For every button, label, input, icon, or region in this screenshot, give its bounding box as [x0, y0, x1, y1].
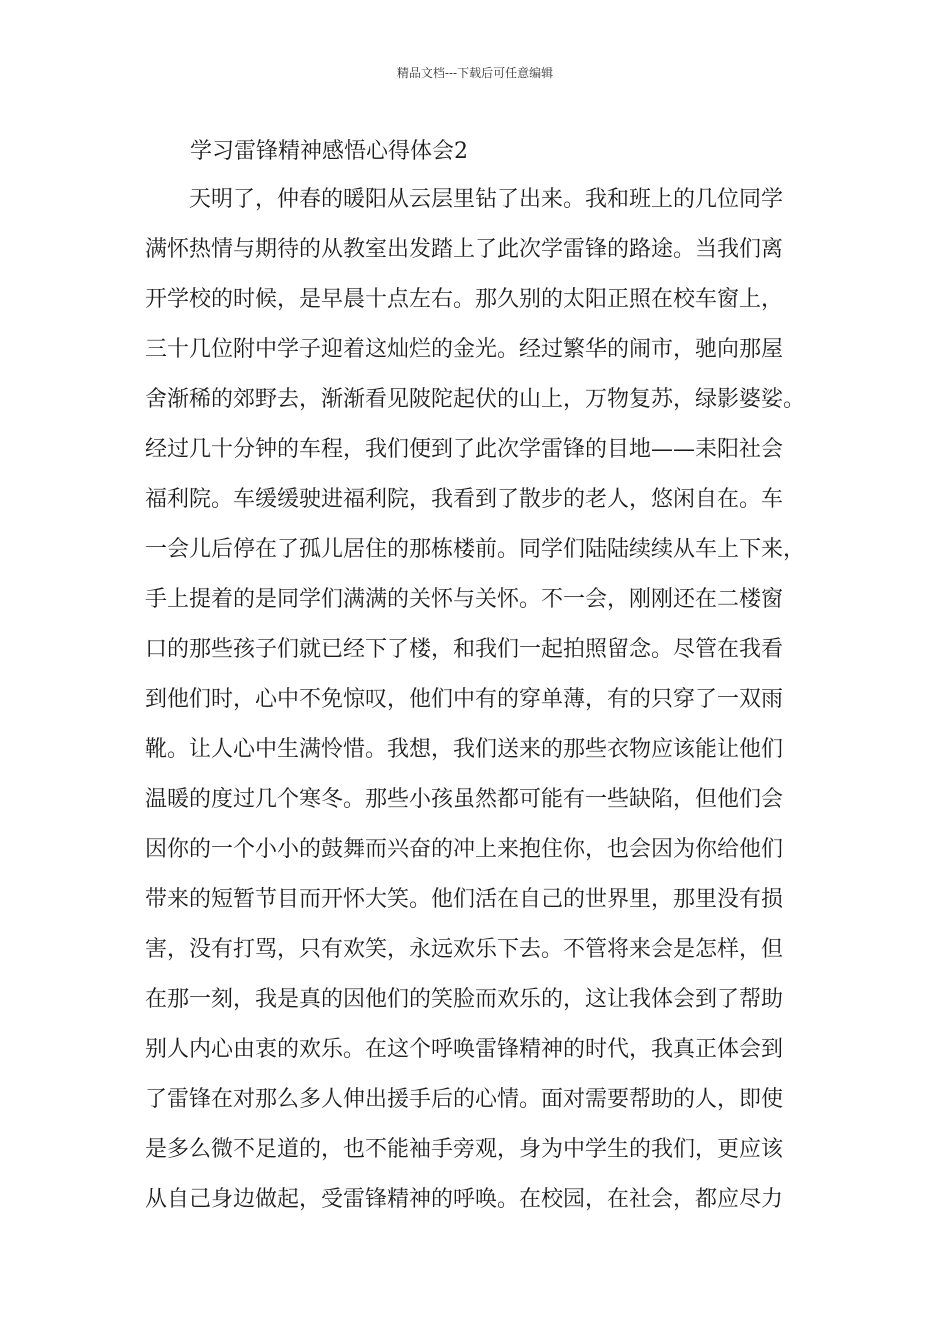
paragraph-line: 害，没有打骂，只有欢笑，永远欢乐下去。不管将来会是怎样，但 — [145, 937, 784, 962]
paragraph-line: 一会儿后停在了孤儿居住的那栋楼前。同学们陆陆续续从车上下来， — [145, 537, 806, 562]
page-header: 精品文档---下载后可任意编辑 — [396, 66, 554, 80]
paragraph-line: 口的那些孩子们就已经下了楼，和我们一起拍照留念。尽管在我看 — [145, 637, 784, 662]
paragraph-line: 是多么微不足道的，也不能袖手旁观，身为中学生的我们，更应该 — [145, 1137, 784, 1162]
paragraph-line: 温暖的度过几个寒冬。那些小孩虽然都可能有一些缺陷，但他们会 — [145, 787, 784, 812]
paragraph-line: 开学校的时候，是早晨十点左右。那久别的太阳正照在校车窗上， — [145, 287, 784, 312]
paragraph-line: 三十几位附中学子迎着这灿烂的金光。经过繁华的闹市，驰向那屋 — [145, 337, 784, 362]
paragraph-line: 靴。让人心中生满怜惜。我想，我们送来的那些衣物应该能让他们 — [145, 737, 784, 762]
paragraph-line: 别人内心由衷的欢乐。在这个呼唤雷锋精神的时代，我真正体会到 — [145, 1037, 784, 1062]
paragraph-line: 带来的短暂节目而开怀大笑。他们活在自己的世界里，那里没有损 — [145, 887, 784, 912]
paragraph-line: 舍渐稀的郊野去，渐渐看见陂陀起伏的山上，万物复苏，绿影婆娑。 — [145, 387, 806, 412]
paragraph-line: 福利院。车缓缓驶进福利院，我看到了散步的老人，悠闲自在。车 — [145, 487, 784, 512]
paragraph-line: 手上提着的是同学们满满的关怀与关怀。不一会，刚刚还在二楼窗 — [145, 587, 784, 612]
paragraph-line: 到他们时，心中不免惊叹，他们中有的穿单薄，有的只穿了一双雨 — [145, 687, 784, 712]
paragraph-line: 因你的一个小小的鼓舞而兴奋的冲上来抱住你，也会因为你给他们 — [145, 837, 784, 862]
paragraph-line: 从自己身边做起，受雷锋精神的呼唤。在校园，在社会，都应尽力 — [145, 1187, 784, 1212]
document-body — [145, 180, 810, 1230]
paragraph-line: 了雷锋在对那么多人伸出援手后的心情。面对需要帮助的人，即使 — [145, 1087, 784, 1112]
document-title: 学习雷锋精神感悟心得体会2 — [190, 139, 468, 164]
paragraph-line: 天明了，仲春的暖阳从云层里钻了出来。我和班上的几位同学 — [189, 187, 784, 212]
paragraph-line: 满怀热情与期待的从教室出发踏上了此次学雷锋的路途。当我们离 — [145, 237, 784, 262]
paragraph-line: 在那一刻，我是真的因他们的笑脸而欢乐的，这让我体会到了帮助 — [145, 987, 784, 1012]
paragraph-line: 经过几十分钟的车程，我们便到了此次学雷锋的目地——耒阳社会 — [145, 437, 784, 462]
